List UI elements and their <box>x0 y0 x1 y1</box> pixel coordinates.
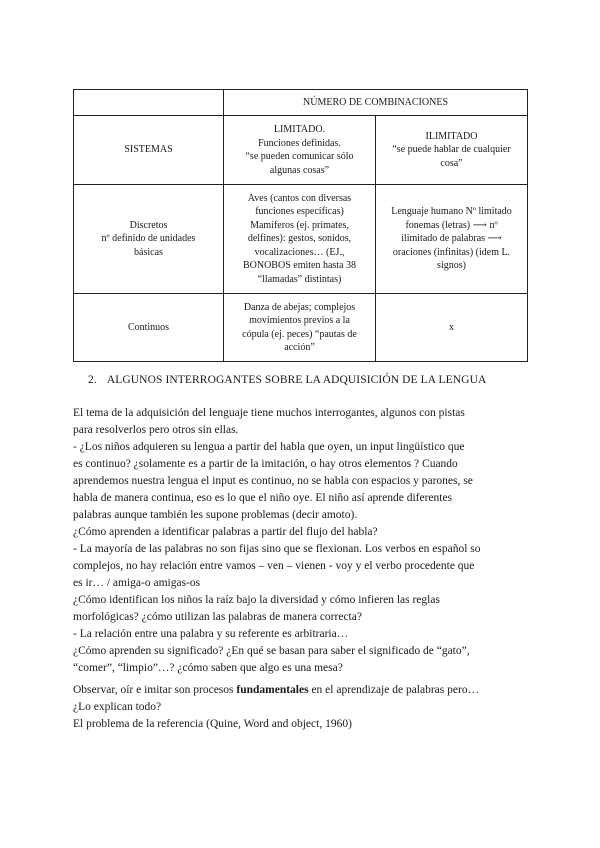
unlimited-line: “se puede hablar de cualquier <box>392 144 511 156</box>
unlimited-line: ILIMITADO <box>425 130 478 142</box>
header-unlimited <box>376 116 528 185</box>
cell-line: cópula (ej. peces) “pautas de <box>242 328 357 340</box>
cell-line: “llamadas” distintas) <box>257 273 342 285</box>
section-title: ALGUNOS INTERROGANTES SOBRE LA ADQUISICIÓN DE LA LENGUA <box>106 374 487 386</box>
limited-line: algunas cosas” <box>269 164 330 176</box>
header-combinations: NÚMERO DE COMBINACIONES <box>224 90 528 116</box>
body-line: aprendemos nuestra lengua el input es continuo, no se habla con espacios y parones, se <box>73 475 473 487</box>
body-line: - La relación entre una palabra y su referente es arbitraria… <box>73 628 349 640</box>
closing-text: Observar, oír e imitar son procesos <box>73 684 237 696</box>
cell-line: funciones específicas) <box>255 206 344 218</box>
cell-line: delfines): gestos, sonidos, <box>247 233 352 245</box>
systems-table <box>73 89 528 362</box>
cell-discrete-unlimited <box>376 185 528 294</box>
body-line: palabras aunque también les supone problemas (decir amoto). <box>73 509 358 521</box>
empty-header-cell <box>74 90 224 116</box>
body-line: El tema de la adquisición del lenguaje tiene muchos interrogantes, algunos con pistas <box>73 407 465 419</box>
cell-line: BONOBOS emiten hasta 38 <box>242 260 357 272</box>
body-line: para resolverlos pero otros sin ellas. <box>73 424 239 436</box>
cell-line: fonemas (letras) ⟶ nº <box>405 219 498 231</box>
cell-line: vocalizaciones… (EJ., <box>254 246 345 258</box>
cell-continuous-unlimited: x <box>376 294 528 362</box>
row-label-discrete <box>74 185 224 294</box>
cell-line: Danza de abejas; complejos <box>243 301 356 313</box>
body-line: es continuo? ¿solamente es a partir de la imitación, o hay otros elementos ? Cuando <box>73 458 458 470</box>
body-line: - ¿Los niños adquieren su lengua a partir del habla que oyen, un input lingüístico que <box>73 441 465 453</box>
closing-paragraph <box>73 682 533 733</box>
body-line: - La mayoría de las palabras no son fijas sino que se flexionan. Los verbos en español so <box>73 543 481 555</box>
cell-discrete-limited <box>224 185 376 294</box>
body-line: ¿Cómo aprenden a identificar palabras a partir del flujo del habla? <box>73 526 378 538</box>
limited-line: Funciones definidas. <box>258 137 341 149</box>
body-line: morfológicas? ¿cómo utilizan las palabras de manera correcta? <box>73 611 362 623</box>
body-line: ¿Cómo identifican los niños la raíz bajo la diversidad y cómo infieren las reglas <box>73 594 440 606</box>
discrete-label-line: Discretos <box>129 219 168 231</box>
header-limited <box>224 116 376 185</box>
cell-line: ilimitado de palabras ⟶ <box>401 233 502 245</box>
cell-continuous-limited <box>224 294 376 362</box>
body-line: complejos, no hay relación entre vamos – ven – vienen - voy y el verbo procedente que <box>73 560 475 572</box>
cell-line: oraciones (infinitas) (idem L. <box>392 246 511 258</box>
cell-line: signos) <box>437 260 466 272</box>
limited-line: “se pueden comunicar sólo <box>245 151 354 162</box>
closing-bold-text: fundamentales <box>236 684 309 696</box>
closing-line: ¿Lo explican todo? <box>73 701 162 713</box>
discrete-label-line: nº definido de unidades <box>101 233 196 245</box>
header-systems: SISTEMAS <box>74 116 224 185</box>
section-heading <box>88 374 486 386</box>
body-line: ¿Cómo aprenden su significado? ¿En qué se basan para saber el significado de “gato”, <box>73 645 470 657</box>
cell-line: acción” <box>284 342 315 353</box>
discrete-label-line: básicas <box>134 246 163 258</box>
cell-line: Mamíferos (ej. primates, <box>250 219 349 231</box>
body-line: “comer”, “limpio”…? ¿cómo saben que algo es una mesa? <box>73 662 343 674</box>
limited-line: LIMITADO. <box>273 124 326 135</box>
closing-text: en el aprendizaje de palabras pero… <box>308 684 480 696</box>
body-paragraphs <box>73 405 533 677</box>
row-label-continuous: Continuos <box>74 294 224 362</box>
cell-line: Aves (cantos con diversas <box>247 192 352 204</box>
body-line: es ir… / amiga-o amigas-os <box>73 577 201 589</box>
cell-line: movimientos previos a la <box>249 315 350 326</box>
section-number: 2. <box>88 374 97 386</box>
closing-line: El problema de la referencia (Quine, Word and object, 1960) <box>73 718 352 730</box>
closing-line <box>73 682 533 699</box>
unlimited-line: cosa” <box>440 157 463 169</box>
body-line: habla de manera continua, eso es lo que el niño oye. El niño así aprende diferentes <box>73 492 453 504</box>
cell-line: Lenguaje humano Nº limitado <box>391 206 512 218</box>
